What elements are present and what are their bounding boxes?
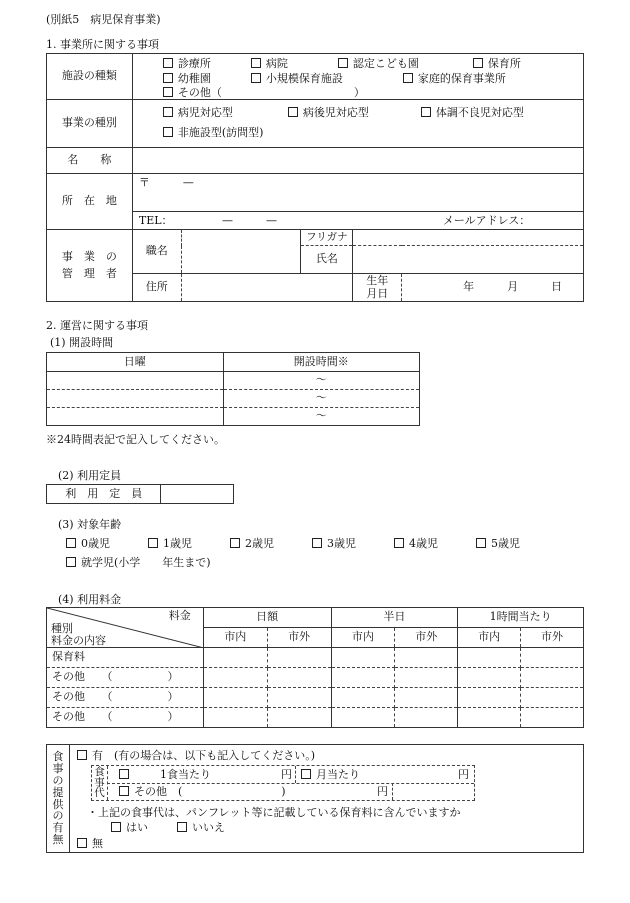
fee-cell[interactable] <box>395 688 458 708</box>
fee-cell[interactable] <box>267 688 331 708</box>
fees-sub-in-city: 市内 <box>331 628 395 648</box>
meal-label: 食 事 の 提 供 の 有 無 <box>47 745 70 852</box>
checkbox-post-illness[interactable]: 病後児対応型 <box>288 107 369 120</box>
fees-title: (4) 利用料金 <box>58 593 122 606</box>
fee-cell[interactable] <box>331 708 395 728</box>
email-field[interactable]: メールアドレス： <box>442 214 531 227</box>
checkbox-nursery[interactable]: 保育所 <box>473 58 521 71</box>
facility-type-options <box>132 54 583 100</box>
hours-time-cell[interactable]: ～ <box>223 372 419 390</box>
checkbox-kindergarten[interactable]: 幼稚園 <box>163 73 211 86</box>
fees-sub-in-city: 市内 <box>458 628 521 648</box>
section-1-title: 1. 事業所に関する事項 <box>46 38 159 51</box>
fee-cell[interactable] <box>203 668 267 688</box>
fee-cell[interactable] <box>203 648 267 668</box>
fees-group-hourly: 1時間当たり <box>458 608 584 628</box>
hours-day-cell[interactable] <box>47 372 224 390</box>
capacity-label: 利 用 定 員 <box>47 485 161 504</box>
hours-note: ※24時間表記で記入してください。 <box>46 433 225 446</box>
checkbox-meal-no[interactable]: 無 <box>77 838 103 849</box>
facility-type-label: 施設の種類 <box>47 54 133 100</box>
contact-row <box>132 212 583 230</box>
checkbox-per-meal[interactable] <box>119 769 134 780</box>
form-label: (別紙5 病児保育事業) <box>46 13 161 26</box>
hours-col-time: 開設時間※ <box>223 353 419 372</box>
address-label: 所 在 地 <box>47 174 133 230</box>
hours-day-cell[interactable] <box>47 390 224 408</box>
yen-label: 円 <box>458 768 469 781</box>
fees-sub-out-city: 市外 <box>267 628 331 648</box>
tel-field[interactable]: TEL： — — <box>138 214 278 227</box>
capacity-table <box>46 484 234 504</box>
fee-cell[interactable] <box>521 668 584 688</box>
checkbox-hospital[interactable]: 病院 <box>251 58 288 71</box>
checkbox-facility-other[interactable]: その他（ ） <box>163 87 365 100</box>
fees-sub-out-city: 市外 <box>521 628 584 648</box>
section-2-title: 2. 運営に関する事項 <box>46 319 148 332</box>
checkbox-age-4[interactable]: 4歳児 <box>394 538 438 549</box>
manager-address-field[interactable] <box>181 274 353 302</box>
address-field[interactable] <box>132 174 583 212</box>
fee-cell[interactable] <box>521 708 584 728</box>
furigana-label: フリガナ <box>301 230 353 246</box>
checkbox-sick-child[interactable]: 病児対応型 <box>163 107 233 120</box>
fee-cell[interactable] <box>203 688 267 708</box>
per-meal-label: 1食当たり <box>160 768 211 781</box>
manager-title-label: 職名 <box>132 230 181 274</box>
meal-fee-box <box>91 765 475 801</box>
yen-label: 円 <box>281 768 292 781</box>
hours-table <box>46 352 420 426</box>
fee-cell[interactable] <box>458 688 521 708</box>
checkbox-age-3[interactable]: 3歳児 <box>312 538 356 549</box>
fees-sub-out-city: 市外 <box>395 628 458 648</box>
checkbox-age-0[interactable]: 0歳児 <box>66 538 110 549</box>
fee-cell[interactable] <box>331 668 395 688</box>
checkbox-clinic[interactable]: 診療所 <box>163 58 211 71</box>
hours-day-cell[interactable] <box>47 408 224 426</box>
fees-table <box>46 607 584 728</box>
ages-title: (3) 対象年齢 <box>58 518 122 531</box>
hours-time-cell[interactable]: ～ <box>223 408 419 426</box>
fee-cell[interactable] <box>267 668 331 688</box>
fee-cell[interactable] <box>395 708 458 728</box>
capacity-field[interactable] <box>161 485 234 504</box>
checkbox-home-based[interactable]: 家庭的保育事業所 <box>403 73 506 86</box>
manager-name-field[interactable] <box>353 246 584 274</box>
fee-cell[interactable] <box>458 708 521 728</box>
fee-cell[interactable] <box>458 668 521 688</box>
name-label: 名 称 <box>47 148 133 174</box>
fee-cell[interactable] <box>458 648 521 668</box>
fee-cell[interactable] <box>395 668 458 688</box>
meal-included-question: ・上記の食事代は、パンフレット等に記載している保育料に含んでいますか <box>87 806 461 819</box>
checkbox-small-scale[interactable]: 小規模保育施設 <box>251 73 343 86</box>
checkbox-meal-other[interactable]: その他 ( ) <box>119 786 286 797</box>
checkbox-age-2[interactable]: 2歳児 <box>230 538 274 549</box>
birthdate-field[interactable]: 年 月 日 <box>402 274 584 302</box>
hours-col-day: 日曜 <box>47 353 224 372</box>
birthdate-label: 生年 月日 <box>353 274 402 302</box>
fees-row-label: その他 （ ） <box>47 708 204 728</box>
manager-title-field[interactable] <box>181 230 301 274</box>
fees-sub-in-city: 市内 <box>203 628 267 648</box>
fees-corner-header: 料金 種別 料金の内容 <box>47 608 204 648</box>
business-type-label: 事業の種別 <box>47 100 133 148</box>
fee-cell[interactable] <box>267 648 331 668</box>
checkbox-answer-yes[interactable]: はい <box>111 822 148 833</box>
meal-section <box>46 744 584 853</box>
fee-cell[interactable] <box>331 648 395 668</box>
fees-group-halfday: 半日 <box>331 608 458 628</box>
business-info-table <box>46 53 584 302</box>
name-field[interactable] <box>132 148 583 174</box>
yen-label: 円 <box>377 785 388 798</box>
checkbox-answer-no[interactable]: いいえ <box>177 822 225 833</box>
checkbox-school-age[interactable]: 就学児(小学 年生まで) <box>66 557 211 568</box>
hours-time-cell[interactable]: ～ <box>223 390 419 408</box>
manager-address-label: 住所 <box>132 274 181 302</box>
fees-row-label: その他 （ ） <box>47 688 204 708</box>
manager-name-label: 氏名 <box>301 246 353 274</box>
meal-fee-label: 食 事 代 <box>92 766 108 800</box>
fee-cell[interactable] <box>395 648 458 668</box>
manager-label: 事 業 の 管 理 者 <box>47 230 133 302</box>
checkbox-certified-childcare[interactable]: 認定こども園 <box>338 58 419 71</box>
fees-group-daily: 日額 <box>203 608 331 628</box>
hours-title: (1) 開設時間 <box>50 336 114 349</box>
fee-cell[interactable] <box>203 708 267 728</box>
fee-cell[interactable] <box>521 648 584 668</box>
checkbox-age-1[interactable]: 1歳児 <box>148 538 192 549</box>
checkbox-age-5[interactable]: 5歳児 <box>476 538 520 549</box>
checkbox-meal-yes[interactable]: 有 (有の場合は、以下も記入してください。) <box>77 750 315 761</box>
checkbox-per-month[interactable]: 月当たり <box>301 769 360 780</box>
fees-row-label: その他 （ ） <box>47 668 204 688</box>
fee-cell[interactable] <box>267 708 331 728</box>
fee-cell[interactable] <box>331 688 395 708</box>
capacity-title: (2) 利用定員 <box>58 469 122 482</box>
postal-code: 〒 — <box>138 176 194 189</box>
checkbox-unwell-child[interactable]: 体調不良児対応型 <box>421 107 524 120</box>
furigana-field[interactable] <box>353 230 584 246</box>
fees-row-label: 保育料 <box>47 648 204 668</box>
business-type-options <box>132 100 583 148</box>
fee-cell[interactable] <box>521 688 584 708</box>
checkbox-non-facility[interactable]: 非施設型(訪問型) <box>163 127 264 140</box>
